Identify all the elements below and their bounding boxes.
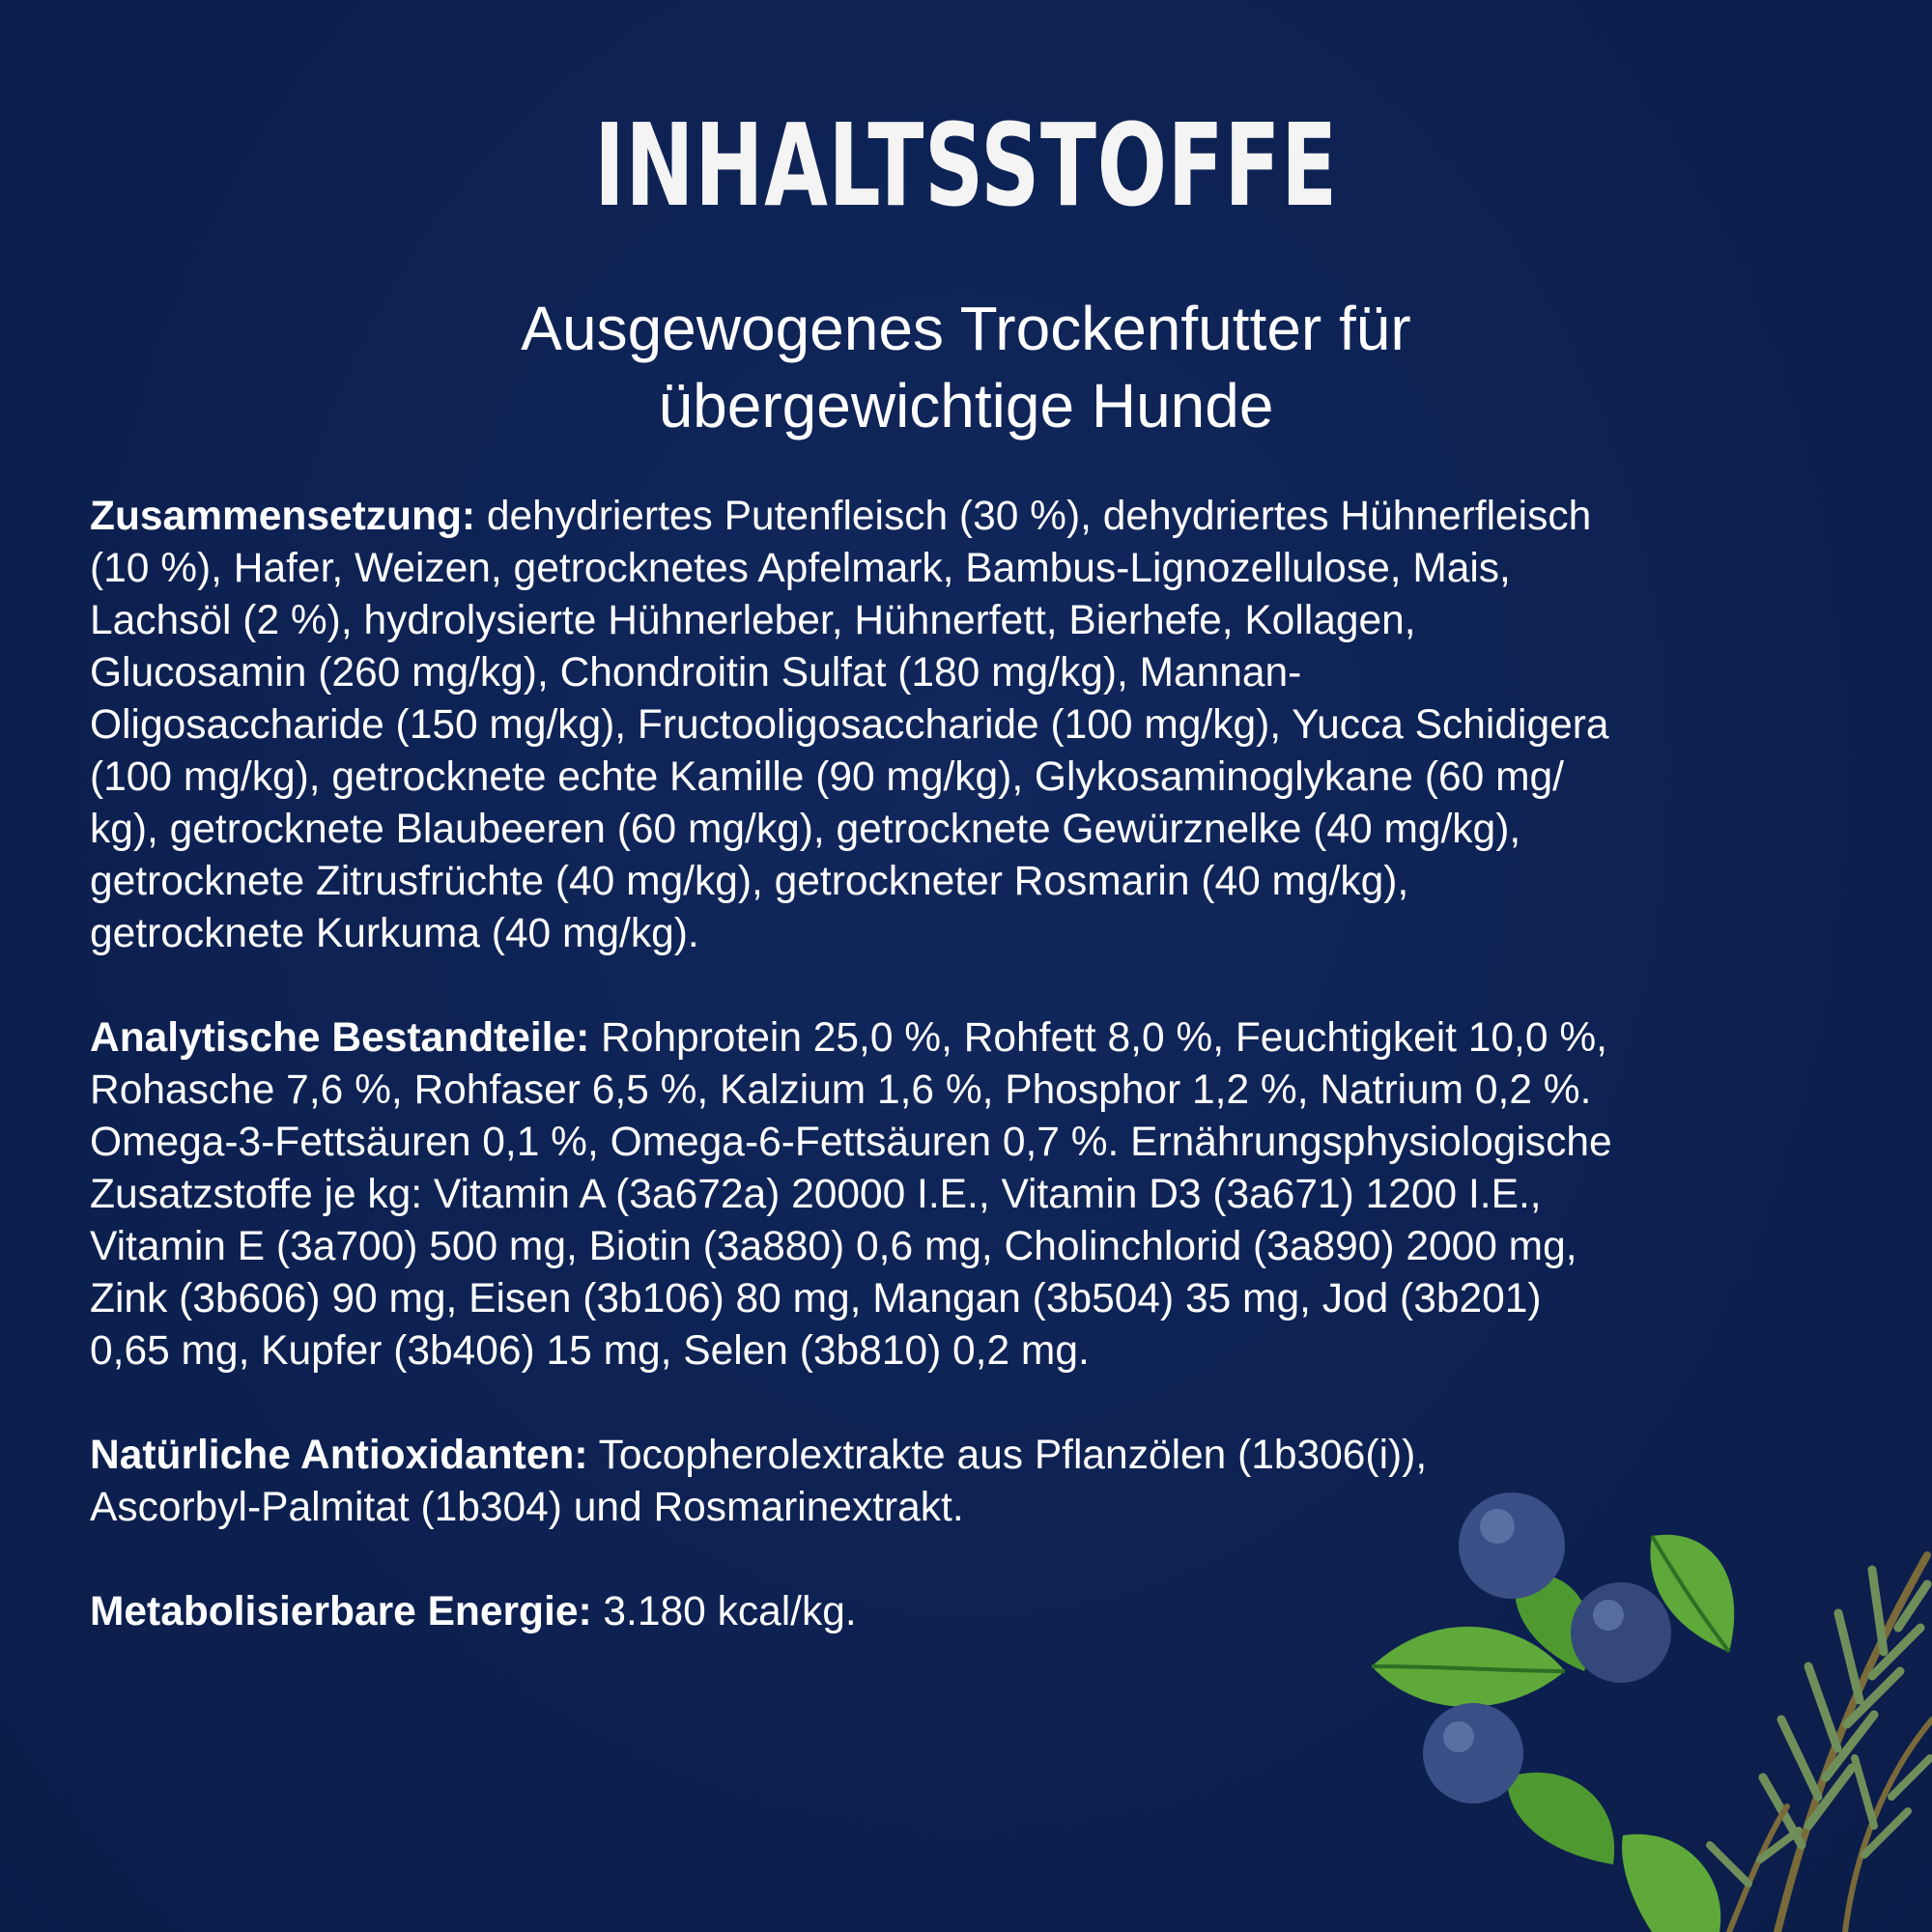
blueberries-rosemary-illustration (1362, 1430, 1932, 1932)
leaves (1372, 1535, 1734, 1932)
rosemary-sprig (1710, 1555, 1932, 1932)
analytical-text-line: 0,65 mg, Kupfer (3b406) 15 mg, Selen (3b810) 0,2 mg. (90, 1328, 1090, 1374)
analytical-text-line: Rohprotein 25,0 %, Rohfett 8,0 %, Feuchtigkeit 10,0 %, (589, 1015, 1607, 1061)
composition-label: Zusammensetzung: (90, 494, 476, 539)
subtitle-line-2: übergewichtige Hunde (658, 371, 1274, 440)
composition-text-line: Glucosamin (260 mg/kg), Chondroitin Sulfat (180 mg/kg), Mannan- (90, 650, 1302, 696)
composition-section (90, 491, 1867, 960)
composition-text-line: Lachsöl (2 %), hydrolysierte Hühnerleber, Hühnerfett, Bierhefe, Kollagen, (90, 598, 1416, 643)
composition-text-line: getrocknete Kurkuma (40 mg/kg). (90, 911, 699, 956)
energy-text: 3.180 kcal/kg. (591, 1589, 857, 1634)
composition-text-line: getrocknete Zitrusfrüchte (40 mg/kg), getrockneter Rosmarin (40 mg/kg), (90, 859, 1409, 904)
analytical-text-line: Vitamin E (3a700) 500 mg, Biotin (3a880) 0,6 mg, Cholinchlorid (3a890) 2000 mg, (90, 1224, 1577, 1269)
antioxidants-text-line: Tocopherolextrakte aus Pflanzölen (1b306(i)), (587, 1433, 1428, 1478)
analytical-text-line: Zusatzstoffe je kg: Vitamin A (3a672a) 20000 I.E., Vitamin D3 (3a671) 1200 I.E., (90, 1172, 1542, 1217)
page-title: INHALTSSTOFFE (594, 99, 1338, 232)
antioxidants-label: Natürliche Antioxidanten: (90, 1433, 588, 1478)
composition-text-line: Oligosaccharide (150 mg/kg), Fructooligosaccharide (100 mg/kg), Yucca Schidigera (90, 702, 1609, 748)
subtitle-line-1: Ausgewogenes Trockenfutter für (521, 294, 1411, 363)
analytical-text-line: Omega-3-Fettsäuren 0,1 %, Omega-6-Fettsäuren 0,7 %. Ernährungsphysiologische (90, 1120, 1612, 1165)
page-subtitle (0, 290, 1932, 444)
analytical-section (90, 1012, 1867, 1378)
analytical-text-line: Zink (3b606) 90 mg, Eisen (3b106) 80 mg, Mangan (3b504) 35 mg, Jod (3b201) (90, 1276, 1542, 1321)
composition-text-line: kg), getrocknete Blaubeeren (60 mg/kg), getrocknete Gewürznelke (40 mg/kg), (90, 807, 1521, 852)
composition-text-line: (10 %), Hafer, Weizen, getrocknetes Apfelmark, Bambus-Lignozellulose, Mais, (90, 546, 1511, 591)
analytical-label: Analytische Bestandteile: (90, 1015, 590, 1061)
antioxidants-text-line: Ascorbyl-Palmitat (1b304) und Rosmarinextrakt. (90, 1485, 964, 1530)
composition-text-line: (100 mg/kg), getrocknete echte Kamille (90 mg/kg), Glykosaminoglykane (60 mg/ (90, 754, 1564, 800)
analytical-text-line: Rohasche 7,6 %, Rohfaser 6,5 %, Kalzium 1,6 %, Phosphor 1,2 %, Natrium 0,2 %. (90, 1067, 1592, 1113)
energy-label: Metabolisierbare Energie: (90, 1589, 592, 1634)
composition-text-line: dehydriertes Putenfleisch (30 %), dehydriertes Hühnerfleisch (475, 494, 1592, 539)
